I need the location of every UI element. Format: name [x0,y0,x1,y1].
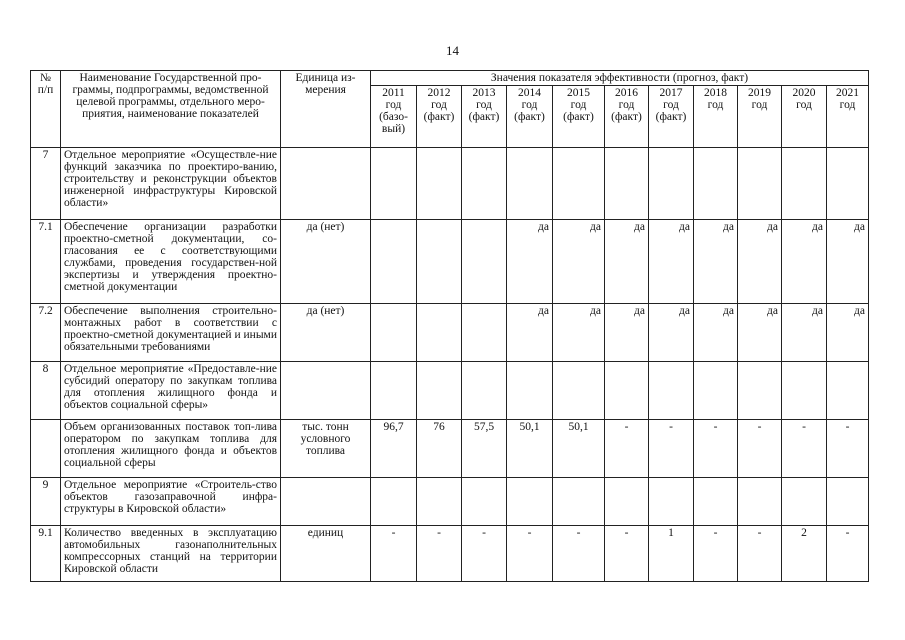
indicators-table [30,70,869,582]
header-year-note: (факт) [423,111,455,123]
value-cell-2011 [371,304,417,362]
row-name: Отдельное мероприятие «Строитель-ство объектов газозаправочной инфра-структуры в Кировской области» [61,478,281,526]
header-year-sub: год [476,99,492,111]
row-name: Объем организованных поставок топ-лива оператором по закупкам топлива для отопления жилищного фонда и объектов социальной сферы [61,420,281,478]
header-year-note: (факт) [514,111,545,123]
value-cell-2017: да [649,220,694,304]
value-cell-2021: - [827,526,869,582]
row-unit: тыс. тонн условного топлива [281,420,371,478]
value-cell-2015: да [553,220,605,304]
header-year-2014 [507,86,553,148]
value-cell-2018 [694,362,738,420]
header-year-sub: год [385,99,402,111]
header-year-2015 [553,86,605,148]
value-cell-2020: да [782,304,827,362]
table-row [31,526,869,582]
value-cell-2016: - [605,526,649,582]
header-year-2017 [649,86,694,148]
value-cell-2020: - [782,420,827,478]
value-cell-2013 [462,304,507,362]
value-cell-2013 [462,148,507,220]
value-cell-2021: да [827,220,869,304]
header-year-year: 2021 [836,87,859,99]
header-year-year: 2012 [427,87,451,99]
header-year-year: 2017 [659,87,683,99]
value-cell-2021 [827,362,869,420]
value-cell-2016: да [605,304,649,362]
header-unit: Единица из-мерения [281,71,371,148]
header-year-year: 2019 [748,87,771,99]
value-cell-2019 [738,362,782,420]
value-cell-2013: 57,5 [462,420,507,478]
value-cell-2015: - [553,526,605,582]
header-year-2013 [462,86,507,148]
value-cell-2020: да [782,220,827,304]
row-unit: единиц [281,526,371,582]
value-cell-2012 [417,304,462,362]
row-unit: да (нет) [281,304,371,362]
table-row [31,220,869,304]
value-cell-2013: - [462,526,507,582]
value-cell-2014 [507,148,553,220]
header-year-year: 2016 [615,87,638,99]
header-year-year: 2020 [792,87,816,99]
value-cell-2016 [605,478,649,526]
value-cell-2018 [694,148,738,220]
header-year-note: (факт) [611,111,642,123]
row-name: Обеспечение выполнения строительно-монтажных работ в соответствии с проектно-сметной документацией и иными обязательными требованиями [61,304,281,362]
table-row [31,148,869,220]
value-cell-2014: да [507,304,553,362]
header-year-sub: год [431,99,447,111]
value-cell-2018 [694,478,738,526]
header-year-2020 [782,86,827,148]
value-cell-2016: - [605,420,649,478]
value-cell-2012 [417,220,462,304]
row-number: 8 [31,362,61,420]
value-cell-2021 [827,148,869,220]
value-cell-2014 [507,362,553,420]
value-cell-2019 [738,478,782,526]
row-number: 7.2 [31,304,61,362]
value-cell-2019: да [738,304,782,362]
value-cell-2020 [782,148,827,220]
row-number [31,420,61,478]
value-cell-2020 [782,362,827,420]
row-unit [281,362,371,420]
value-cell-2015 [553,148,605,220]
header-year-sub: год [751,99,768,111]
row-number: 7 [31,148,61,220]
header-year-sub: год [707,99,724,111]
value-cell-2019: - [738,420,782,478]
table-row [31,362,869,420]
header-values-title: Значения показателя эффективности (прогноз, факт) [371,71,869,86]
value-cell-2011 [371,220,417,304]
header-year-sub: год [570,99,587,111]
header-year-sub: год [521,99,538,111]
value-cell-2011 [371,362,417,420]
value-cell-2017 [649,148,694,220]
header-year-sub: год [796,99,812,111]
value-cell-2018: - [694,526,738,582]
value-cell-2012: 76 [417,420,462,478]
value-cell-2015: да [553,304,605,362]
header-year-year: 2014 [518,87,541,99]
header-year-note: (факт) [655,111,687,123]
header-year-year: 2015 [567,87,590,99]
value-cell-2017 [649,362,694,420]
row-name: Количество введенных в эксплуатацию автомобильных газонаполнительных компрессорных станций на территории Кировской области [61,526,281,582]
page-number: 14 [446,43,459,58]
value-cell-2015 [553,362,605,420]
header-num: № п/п [31,71,61,148]
header-year-note: (факт) [468,111,500,123]
value-cell-2012 [417,362,462,420]
value-cell-2014: - [507,526,553,582]
value-cell-2013 [462,478,507,526]
value-cell-2014 [507,478,553,526]
value-cell-2016: да [605,220,649,304]
row-unit [281,478,371,526]
row-number: 9 [31,478,61,526]
value-cell-2021 [827,478,869,526]
value-cell-2015 [553,478,605,526]
value-cell-2019: - [738,526,782,582]
value-cell-2017: да [649,304,694,362]
table-row [31,478,869,526]
header-year-sub: год [839,99,856,111]
value-cell-2017: - [649,420,694,478]
value-cell-2011: 96,7 [371,420,417,478]
header-year-2011 [371,86,417,148]
header-year-note: (базо-вый) [379,111,408,135]
value-cell-2013 [462,362,507,420]
header-name: Наименование Государственной про-граммы, подпрограммы, ведомственной целевой программы, отдельного меро-приятия, наименование показателей [61,71,281,148]
value-cell-2016 [605,362,649,420]
header-year-2012 [417,86,462,148]
header-year-2016 [605,86,649,148]
value-cell-2018: - [694,420,738,478]
header-year-sub: год [618,99,635,111]
value-cell-2011 [371,148,417,220]
table-row [31,304,869,362]
value-cell-2012: - [417,526,462,582]
row-unit [281,148,371,220]
header-year-2021 [827,86,869,148]
value-cell-2013 [462,220,507,304]
row-unit: да (нет) [281,220,371,304]
header-year-2019 [738,86,782,148]
value-cell-2021: - [827,420,869,478]
header-year-note: (факт) [563,111,594,123]
row-name: Отдельное мероприятие «Осуществле-ние функций заказчика по проектиро-ванию, строительству и реконструкции объектов инженерной инфраструктуры Кировской области» [61,148,281,220]
header-year-year: 2013 [472,87,496,99]
value-cell-2014: да [507,220,553,304]
value-cell-2018: да [694,304,738,362]
header-year-year: 2011 [382,87,405,99]
value-cell-2016 [605,148,649,220]
value-cell-2011 [371,478,417,526]
value-cell-2012 [417,148,462,220]
table-row [31,420,869,478]
value-cell-2015: 50,1 [553,420,605,478]
row-name: Отдельное мероприятие «Предоставле-ние субсидий оператору по закупкам топлива для отопления жилищного фонда и объектов социальной сферы» [61,362,281,420]
value-cell-2021: да [827,304,869,362]
header-year-2018 [694,86,738,148]
value-cell-2019: да [738,220,782,304]
value-cell-2012 [417,478,462,526]
header-year-year: 2018 [704,87,727,99]
value-cell-2020 [782,478,827,526]
value-cell-2020: 2 [782,526,827,582]
value-cell-2018: да [694,220,738,304]
value-cell-2011: - [371,526,417,582]
value-cell-2017: 1 [649,526,694,582]
value-cell-2017 [649,478,694,526]
row-number: 9.1 [31,526,61,582]
value-cell-2014: 50,1 [507,420,553,478]
row-name: Обеспечение организации разработки проектно-сметной документации, со-гласования ее с соответствующими службами, проведения государствен-ной экспертизы и утверждения проектно-сметной документации [61,220,281,304]
row-number: 7.1 [31,220,61,304]
header-year-sub: год [663,99,679,111]
value-cell-2019 [738,148,782,220]
